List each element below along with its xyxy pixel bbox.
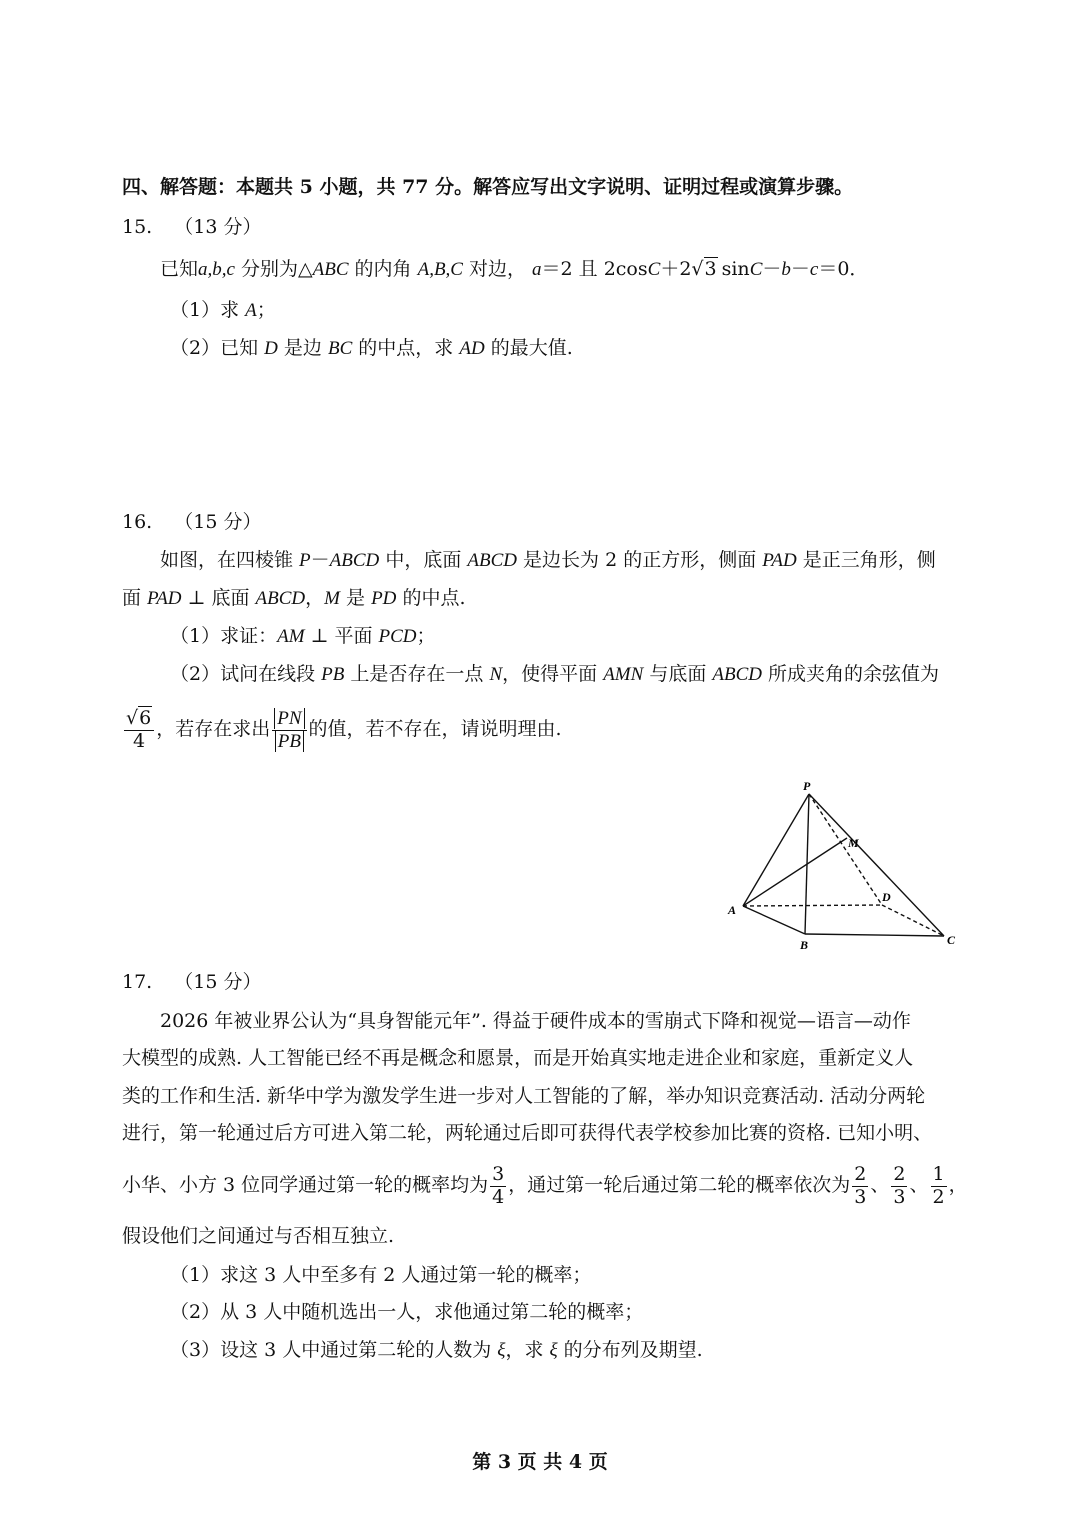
q16-ratio-den-abs: PB xyxy=(275,731,304,752)
q15-stem-vars: a,b,c xyxy=(198,259,235,280)
q16-part2-var: ABCD xyxy=(712,664,762,685)
q15-stem-text: 对边， xyxy=(462,258,527,280)
q16-var: PAD xyxy=(147,588,182,609)
q16-frac-den: 4 xyxy=(133,729,146,752)
q17-part3-var: ξ xyxy=(497,1340,506,1361)
q15-cond-var: b xyxy=(781,259,791,280)
q16-part3-text: ，若存在求出 xyxy=(156,718,271,740)
q16-text: 的中点. xyxy=(396,587,466,609)
q15-part1-text: （1）求 xyxy=(170,299,246,321)
q15-stem-text: 分别为△ xyxy=(234,258,313,280)
q15-part1-text: ； xyxy=(256,299,276,321)
q16-stem-line2 xyxy=(122,585,466,612)
frac-num: 1 xyxy=(932,1162,945,1185)
label-B: B xyxy=(800,938,809,952)
q16-part1 xyxy=(170,623,436,650)
q16-part2-text: （2）试问在线段 xyxy=(170,663,322,685)
q15-cond-var: C xyxy=(749,259,763,280)
q15-part2-var: AD xyxy=(459,338,485,359)
q16-frac-num: √6 xyxy=(124,708,154,731)
frac-den: 3 xyxy=(854,1185,867,1208)
q16-part1-var: PCD xyxy=(378,626,417,647)
q17-text: ，通过第一轮后通过第二轮的概率依次为 xyxy=(508,1174,851,1196)
q17-prob-round2-c xyxy=(931,1164,947,1209)
q15-part2-text: （2）已知 xyxy=(170,337,265,359)
q16-part2-text: 与底面 xyxy=(643,663,713,685)
q16-part1-text: ⊥ 平面 xyxy=(304,625,379,647)
q16-header xyxy=(122,509,261,535)
edge-PA xyxy=(743,794,809,906)
q16-part1-text: （1）求证： xyxy=(170,625,278,647)
label-M: M xyxy=(848,836,859,850)
q16-var: ABCD xyxy=(467,550,517,571)
q15-cond-text: ＝0． xyxy=(818,258,869,280)
q17-paragraph-line6: 假设他们之间通过与否相互独立. xyxy=(122,1225,395,1247)
q16-ratio-fraction xyxy=(272,708,306,753)
q17-score: （15 分） xyxy=(174,971,262,993)
q15-part1-var: A xyxy=(245,300,257,321)
q15-stem-text: 已知 xyxy=(160,258,199,280)
frac-den: 4 xyxy=(492,1185,505,1208)
q16-part3-text: 的值，若不存在，请说明理由. xyxy=(308,718,562,740)
q17-part3-var: ξ xyxy=(549,1340,558,1361)
q16-part2 xyxy=(170,661,939,688)
q16-part2-var: PB xyxy=(321,664,345,685)
label-D: D xyxy=(882,890,891,904)
q15-part1 xyxy=(170,297,276,324)
q16-part2-text: ，使得平面 xyxy=(502,663,604,685)
q15-cond-var: c xyxy=(809,259,819,280)
label-P: P xyxy=(803,779,811,793)
q17-separator: 、 xyxy=(909,1174,929,1196)
q15-cond-var: a xyxy=(532,259,542,280)
label-C: C xyxy=(947,933,956,947)
q17-paragraph-line2: 大模型的成熟. 人工智能已经不再是概念和愿景，而是开始真实地走进企业和家庭，重新定义人 xyxy=(122,1047,914,1069)
q15-cond-text: － xyxy=(762,258,782,280)
q16-part2-text: 所成夹角的余弦值为 xyxy=(762,663,940,685)
q15-cond-text: ＝2 且 2cos xyxy=(541,258,648,280)
section-heading: 四、解答题：本题共 5 小题，共 77 分。解答应写出文字说明、证明过程或演算步骤。 xyxy=(122,176,854,198)
q16-text: 中，底面 xyxy=(379,549,468,571)
q16-cosine-fraction xyxy=(124,708,154,753)
page-footer: 第 3 页 共 4 页 xyxy=(472,1451,608,1473)
q17-paragraph-line3: 类的工作和生活. 新华中学为激发学生进一步对人工智能的了解，举办知识竞赛活动. 活动分两轮 xyxy=(122,1085,926,1107)
q15-cond-var: C xyxy=(647,259,661,280)
q16-text: 是正三角形，侧 xyxy=(796,549,936,571)
q15-stem xyxy=(160,256,868,283)
q16-part1-var: AM xyxy=(277,626,305,647)
q17-text: 小华、小方 3 位同学通过第一轮的概率均为 xyxy=(122,1174,489,1196)
q16-var: PAD xyxy=(762,550,797,571)
edge-AD xyxy=(743,905,882,906)
q15-part2-text: 是边 xyxy=(277,337,328,359)
q16-var: PD xyxy=(371,588,397,609)
q16-part2-var: AMN xyxy=(603,664,644,685)
q15-score: （13 分） xyxy=(174,216,262,238)
edge-AB xyxy=(743,906,805,934)
q15-stem-triangle: ABC xyxy=(312,259,349,280)
q15-cond-text: ＋2 xyxy=(660,258,692,280)
q17-header xyxy=(122,969,261,995)
q16-text: 如图，在四棱锥 xyxy=(160,549,300,571)
q16-part2-cont xyxy=(122,704,562,754)
q17-paragraph-line1: 2026 年被业界公认为“具身智能元年”. 得益于硬件成本的雪崩式下降和视觉—语言—动作 xyxy=(160,1010,911,1032)
q15-part2-var: BC xyxy=(327,338,353,359)
q16-var: ABCD xyxy=(329,550,380,571)
frac-num: 2 xyxy=(893,1162,906,1185)
q15-number: 15. xyxy=(122,216,153,238)
q17-prob-round2-b xyxy=(891,1164,907,1209)
edge-DC xyxy=(882,905,944,936)
q17-part3-text: 的分布列及期望. xyxy=(557,1339,703,1361)
q15-cond-text: sin xyxy=(721,258,750,280)
edge-AM xyxy=(743,838,847,906)
frac-den: 3 xyxy=(893,1185,906,1208)
edge-PD xyxy=(809,794,882,905)
q17-prob-round2-a xyxy=(852,1164,868,1209)
q16-ratio-den xyxy=(273,731,306,753)
q16-text: 是 xyxy=(339,587,372,609)
q17-paragraph-line5 xyxy=(122,1160,968,1210)
q16-number: 16. xyxy=(122,511,153,533)
q16-part2-text: 上是否存在一点 xyxy=(344,663,490,685)
q17-prob-round1 xyxy=(490,1164,506,1209)
q15-sqrt-radicand: 3 xyxy=(704,258,717,280)
label-A: A xyxy=(728,903,737,917)
q15-sqrt: √3 xyxy=(691,258,717,280)
q17-separator: 、 xyxy=(870,1174,890,1196)
q17-number: 17. xyxy=(122,971,153,993)
q17-paragraph-line4: 进行，第一轮通过后方可进入第二轮，两轮通过后即可获得代表学校参加比赛的资格. 已知小明、 xyxy=(122,1122,933,1144)
q15-part2-text: 的最大值. xyxy=(484,337,573,359)
q16-text: ⊥ 底面 xyxy=(181,587,256,609)
q17-part3 xyxy=(170,1337,703,1364)
q17-text: ， xyxy=(948,1174,968,1196)
q15-header xyxy=(122,214,261,240)
q16-stem-line1 xyxy=(160,547,936,574)
q16-text: 是边长为 2 的正方形，侧面 xyxy=(516,549,763,571)
q17-part3-text: （3）设这 3 人中通过第二轮的人数为 xyxy=(170,1339,498,1361)
q16-var: P xyxy=(299,550,311,571)
edge-PC xyxy=(809,794,944,936)
q16-text: 面 xyxy=(122,587,148,609)
q16-text: － xyxy=(310,549,330,571)
q15-stem-text: 的内角 xyxy=(348,258,418,280)
q16-part1-text: ； xyxy=(416,625,436,647)
q16-var: ABCD xyxy=(255,588,306,609)
frac-num: 3 xyxy=(492,1162,505,1185)
q15-cond-text: － xyxy=(790,258,810,280)
frac-num: 2 xyxy=(854,1162,867,1185)
q15-part2-text: 的中点，求 xyxy=(352,337,460,359)
q16-var: M xyxy=(324,588,340,609)
q15-stem-angles: A,B,C xyxy=(417,259,463,280)
q15-part2 xyxy=(170,335,573,362)
edge-BC xyxy=(805,934,944,936)
q16-ratio-num-abs: PN xyxy=(274,708,304,729)
q16-score: （15 分） xyxy=(174,511,262,533)
q16-part2-var: N xyxy=(489,664,503,685)
frac-den: 2 xyxy=(932,1185,945,1208)
q15-part2-var: D xyxy=(264,338,278,359)
q17-part2: （2）从 3 人中随机选出一人，求他通过第二轮的概率； xyxy=(170,1301,644,1323)
pyramid-figure xyxy=(715,776,965,956)
q16-frac-radicand: 6 xyxy=(139,706,152,729)
q16-text: ， xyxy=(305,587,325,609)
q16-ratio-num xyxy=(272,708,306,731)
q17-part1: （1）求这 3 人中至多有 2 人通过第一轮的概率； xyxy=(170,1264,592,1286)
q17-part3-text: ，求 xyxy=(505,1339,550,1361)
